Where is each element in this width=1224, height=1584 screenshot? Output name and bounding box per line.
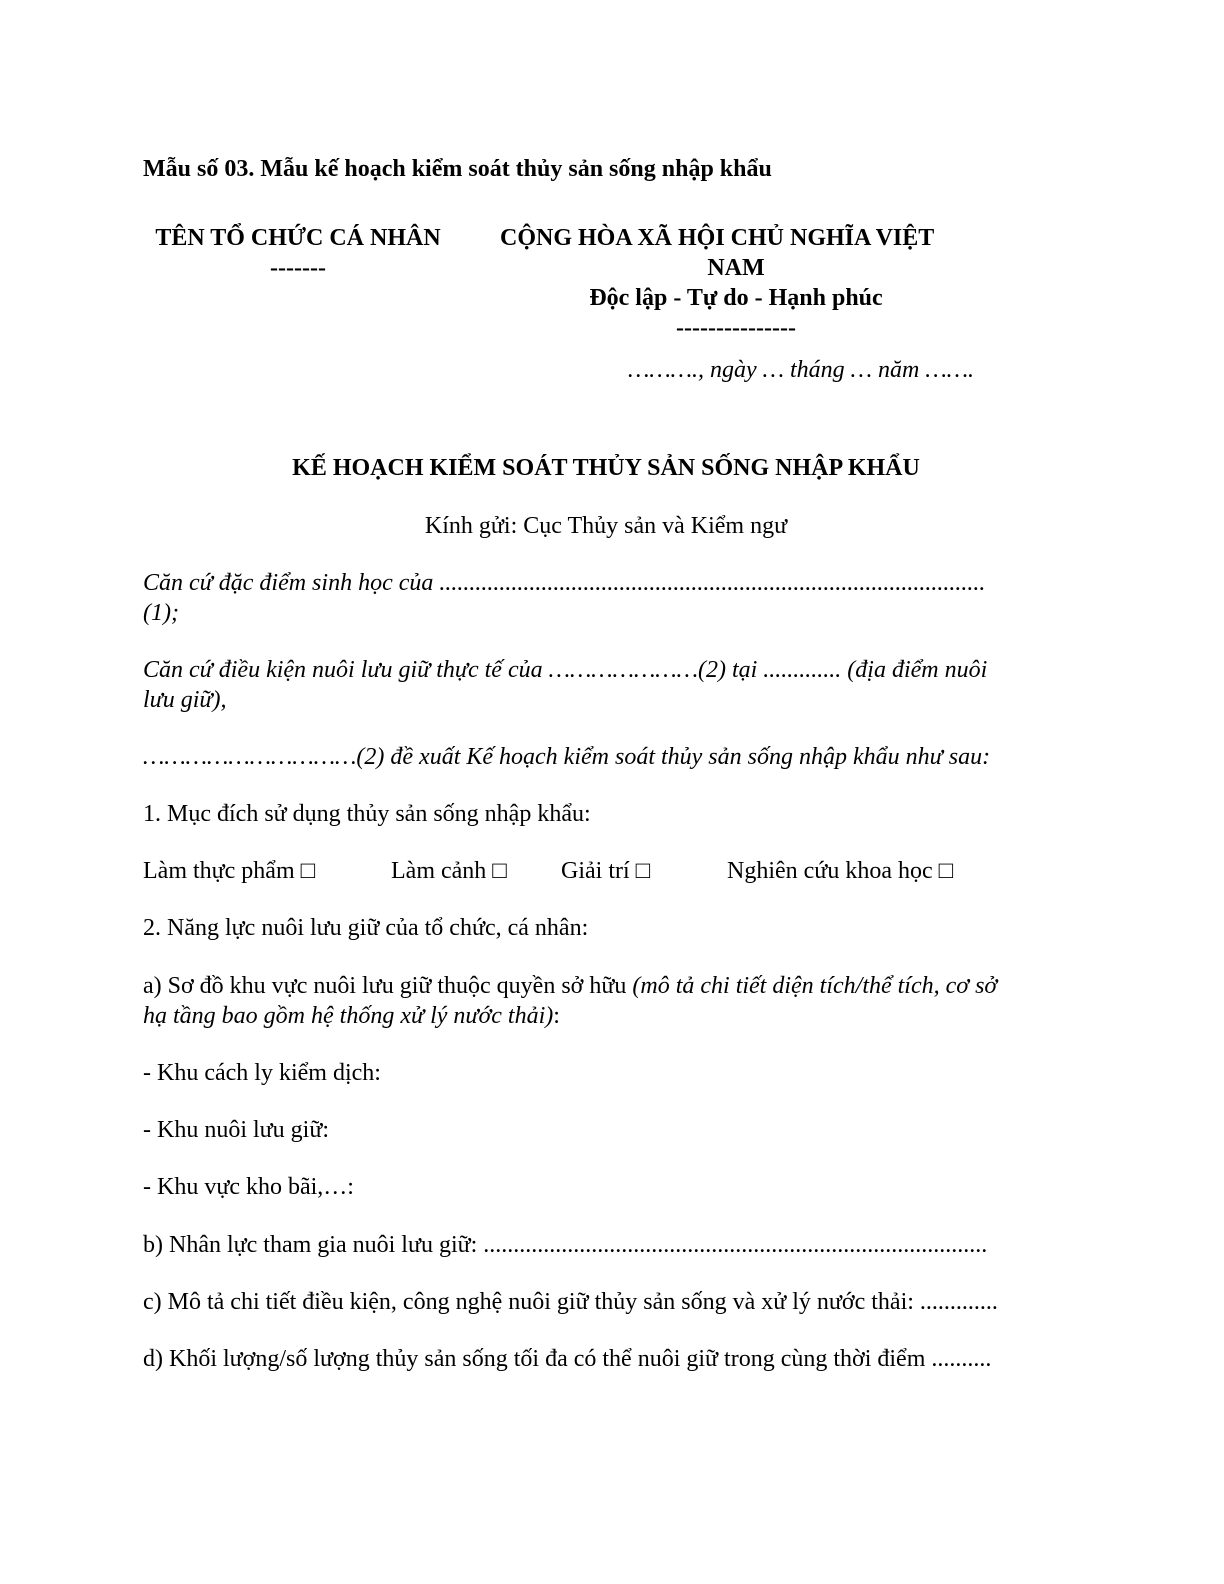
recipient-line: Kính gửi: Cục Thủy sản và Kiểm ngư	[424, 513, 788, 539]
basis-conditions-line2: lưu giữ),	[143, 687, 227, 713]
section2a-note-line2: hạ tầng bao gồm hệ thống xử lý nước thải)	[143, 1003, 554, 1029]
org-name: TÊN TỔ CHỨC CÁ NHÂN	[155, 225, 441, 251]
national-motto: Độc lập - Tự do - Hạnh phúc	[589, 285, 883, 311]
section2d-capacity: d) Khối lượng/số lượng thủy sản sống tối đa có thể nuôi giữ trong cùng thời điểm ..........	[143, 1346, 992, 1372]
proposal-line: …………………………(2) đề xuất Kế hoạch kiểm soát thủy sản sống nhập khẩu như sau:	[143, 744, 991, 770]
section2a-line2	[143, 1003, 560, 1030]
nation-name-line1: CỘNG HÒA XÃ HỘI CHỦ NGHĨA VIỆT	[500, 225, 935, 251]
section2a-note-line1: (mô tả chi tiết diện tích/thể tích, cơ sở	[632, 973, 998, 999]
area-quarantine: - Khu cách ly kiểm dịch:	[143, 1060, 381, 1086]
org-separator: -------	[270, 255, 326, 281]
purpose-option-entertainment[interactable]: Giải trí □	[561, 858, 651, 884]
date-line: ………., ngày … tháng … năm …….	[628, 357, 975, 383]
basis-conditions-line1: Căn cứ điều kiện nuôi lưu giữ thực tế của …………………(2) tại ............. (địa điểm nuôi	[143, 657, 988, 683]
nation-name-line2: NAM	[707, 255, 765, 281]
form-caption: Mẫu số 03. Mẫu kế hoạch kiểm soát thủy sản sống nhập khẩu	[143, 156, 772, 182]
section2c-conditions: c) Mô tả chi tiết điều kiện, công nghệ nuôi giữ thủy sản sống và xử lý nước thải: .............	[143, 1289, 998, 1315]
document-title: KẾ HOẠCH KIỂM SOÁT THỦY SẢN SỐNG NHẬP KHẨU	[292, 455, 920, 481]
purpose-option-ornamental[interactable]: Làm cảnh □	[391, 858, 507, 884]
area-storage: - Khu vực kho bãi,…:	[143, 1174, 354, 1200]
basis-biology-line1: Căn cứ đặc điểm sinh học của ...........................................................................................	[143, 570, 986, 596]
purpose-option-food[interactable]: Làm thực phẩm □	[143, 858, 316, 884]
basis-biology-line2: (1);	[143, 600, 179, 626]
motto-separator: ---------------	[676, 315, 796, 341]
purpose-option-research[interactable]: Nghiên cứu khoa học □	[727, 858, 954, 884]
section1-heading: 1. Mục đích sử dụng thủy sản sống nhập khẩu:	[143, 801, 591, 827]
section2-heading: 2. Năng lực nuôi lưu giữ của tổ chức, cá nhân:	[143, 915, 589, 941]
section2a-line1	[143, 973, 997, 1000]
section2a-prefix: a) Sơ đồ khu vực nuôi lưu giữ thuộc quyền sở hữu	[143, 973, 633, 999]
area-holding: - Khu nuôi lưu giữ:	[143, 1117, 330, 1143]
section2a-suffix: :	[553, 1003, 560, 1029]
section2b-manpower: b) Nhân lực tham gia nuôi lưu giữ: ....................................................................................	[143, 1232, 988, 1258]
